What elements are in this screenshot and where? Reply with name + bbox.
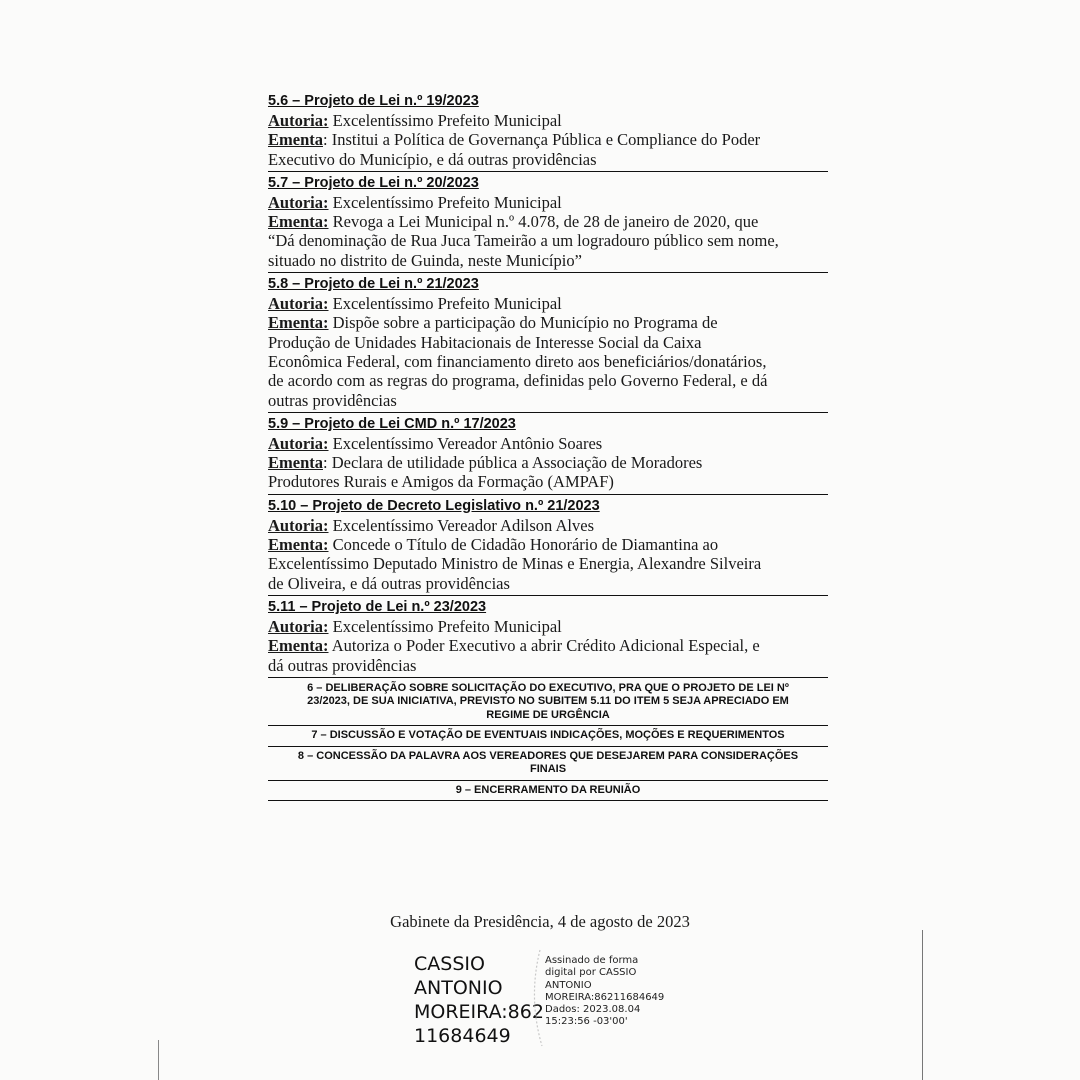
autoria-label: Autoria:	[268, 294, 329, 314]
autoria-value: Excelentíssimo Prefeito Municipal	[332, 294, 562, 314]
ementa-text: de Oliveira, e dá outras providências	[268, 573, 510, 593]
ementa-line	[268, 656, 828, 675]
signature-name-line: MOREIRA:862	[414, 1001, 544, 1023]
ementa-text: Produção de Unidades Habitacionais de Interesse Social da Caixa	[268, 332, 702, 352]
agenda-section-line: 23/2023, DE SUA INICIATIVA, PREVISTO NO SUBITEM 5.11 DO ITEM 5 SEJA APRECIADO EM	[307, 695, 789, 708]
agenda-item	[268, 92, 828, 172]
autoria-label: Autoria:	[268, 433, 329, 453]
signature-detail-line: 15:23:56 -03'00'	[545, 1016, 628, 1028]
ementa-line	[268, 313, 828, 332]
item-heading: 5.7 – Projeto de Lei n.º 20/2023	[268, 174, 479, 191]
signature-detail-line: MOREIRA:86211684649	[545, 991, 665, 1003]
agenda-section-line: 8 – CONCESSÃO DA PALAVRA AOS VEREADORES QUE DESEJAREM PARA CONSIDERAÇÕES	[297, 749, 799, 762]
ementa-text: Concede o Título de Cidadão Honorário de Diamantina ao	[332, 535, 719, 555]
ementa-label: Ementa:	[268, 636, 329, 656]
ementa-text: Revoga a Lei Municipal n.º 4.078, de 28 de janeiro de 2020, que	[332, 212, 759, 232]
agenda-item	[268, 275, 828, 413]
agenda-section-line: 9 – ENCERRAMENTO DA REUNIÃO	[455, 783, 641, 796]
digital-signature-name	[414, 952, 544, 1048]
agenda-section-title	[268, 680, 828, 727]
item-heading: 5.11 – Projeto de Lei n.º 23/2023	[268, 598, 487, 615]
item-heading: 5.6 – Projeto de Lei n.º 19/2023	[268, 93, 479, 109]
ementa-line	[268, 150, 828, 169]
agenda-section-title	[268, 782, 828, 802]
autoria-label: Autoria:	[268, 616, 329, 636]
autoria-line	[268, 294, 828, 313]
ementa-text: Dispõe sobre a participação do Município no Programa de	[332, 313, 718, 333]
ementa-line	[268, 554, 828, 573]
scan-edge-line	[922, 930, 923, 1080]
signature-name-line: ANTONIO	[414, 977, 503, 999]
signature-detail-line: Assinado de forma	[545, 955, 639, 966]
agenda-section-line: 7 – DISCUSSÃO E VOTAÇÃO DE EVENTUAIS INDICAÇÕES, MOÇÕES E REQUERIMENTOS	[311, 729, 785, 742]
signature-detail-line: ANTONIO	[545, 979, 592, 991]
ementa-line	[268, 251, 828, 270]
autoria-value: Excelentíssimo Prefeito Municipal	[332, 111, 562, 130]
agenda-item	[268, 598, 828, 678]
digital-signature-details	[545, 955, 664, 1029]
ementa-label: Ementa:	[268, 212, 329, 232]
ementa-label: Ementa:	[268, 535, 329, 555]
signature-name-line: 11684649	[414, 1025, 511, 1047]
ementa-line	[268, 352, 828, 371]
ementa-label: Ementa	[268, 453, 323, 473]
agenda-section-line: 6 – DELIBERAÇÃO SOBRE SOLICITAÇÃO DO EXECUTIVO, PRA QUE O PROJETO DE LEI Nº	[307, 681, 789, 694]
autoria-value: Excelentíssimo Vereador Adilson Alves	[332, 515, 594, 535]
ementa-text: Executivo do Município, e dá outras providências	[268, 149, 597, 169]
ementa-line	[268, 535, 828, 554]
ementa-line	[268, 231, 828, 250]
ementa-line	[268, 453, 828, 472]
ementa-line	[268, 371, 828, 390]
signature-name-line: CASSIO	[414, 953, 485, 975]
ementa-line	[268, 212, 828, 231]
autoria-line	[268, 516, 828, 535]
agenda-section-line: FINAIS	[529, 763, 567, 776]
ementa-text: Autoriza o Poder Executivo a abrir Crédito Adicional Especial, e	[331, 636, 760, 656]
ementa-line	[268, 130, 828, 149]
ementa-line	[268, 472, 828, 491]
ementa-text: Produtores Rurais e Amigos da Formação (AMPAF)	[268, 472, 614, 492]
ementa-text: outras providências	[268, 390, 397, 410]
closing-line: Gabinete da Presidência, 4 de agosto de 2023	[390, 912, 690, 931]
ementa-text: Excelentíssimo Deputado Ministro de Minas e Energia, Alexandre Silveira	[268, 554, 762, 574]
autoria-value: Excelentíssimo Vereador Antônio Soares	[332, 433, 603, 453]
signature-seal-mark	[526, 948, 546, 1048]
autoria-line	[268, 111, 828, 130]
autoria-label: Autoria:	[268, 192, 329, 212]
ementa-line	[268, 574, 828, 593]
ementa-text: : Declara de utilidade pública a Associação de Moradores	[323, 453, 703, 473]
autoria-label: Autoria:	[268, 111, 329, 130]
ementa-text: situado no distrito de Guinda, neste Município”	[268, 250, 582, 270]
autoria-line	[268, 434, 828, 453]
agenda-item	[268, 497, 828, 596]
autoria-line	[268, 617, 828, 636]
agenda-section-line: REGIME DE URGÊNCIA	[486, 708, 610, 721]
ementa-text: Econômica Federal, com financiamento direto aos beneficiários/donatários,	[268, 351, 767, 371]
item-heading: 5.10 – Projeto de Decreto Legislativo n.º 21/2023	[268, 497, 600, 514]
scan-edge-line	[158, 1040, 159, 1080]
agenda-section-title	[268, 748, 828, 781]
ementa-text: de acordo com as regras do programa, definidas pelo Governo Federal, e dá	[268, 371, 768, 391]
autoria-value: Excelentíssimo Prefeito Municipal	[332, 616, 562, 636]
ementa-text: dá outras providências	[268, 655, 417, 675]
ementa-line	[268, 333, 828, 352]
signature-detail-line: Dados: 2023.08.04	[545, 1004, 641, 1016]
ementa-line	[268, 391, 828, 410]
agenda-item	[268, 415, 828, 495]
ementa-label: Ementa:	[268, 313, 329, 333]
agenda-section-title	[268, 727, 828, 747]
ementa-line	[268, 636, 828, 655]
ementa-label: Ementa	[268, 130, 323, 150]
autoria-value: Excelentíssimo Prefeito Municipal	[332, 192, 562, 212]
agenda-content	[268, 92, 828, 802]
autoria-line	[268, 193, 828, 212]
item-heading: 5.8 – Projeto de Lei n.º 21/2023	[268, 276, 479, 293]
autoria-label: Autoria:	[268, 515, 329, 535]
item-heading: 5.9 – Projeto de Lei CMD n.º 17/2023	[268, 415, 516, 432]
signature-detail-line: digital por CASSIO	[545, 967, 637, 979]
ementa-text: “Dá denominação de Rua Juca Tameirão a um logradouro público sem nome,	[268, 231, 779, 251]
agenda-item	[268, 174, 828, 273]
ementa-text: : Institui a Política de Governança Pública e Compliance do Poder	[323, 130, 761, 150]
